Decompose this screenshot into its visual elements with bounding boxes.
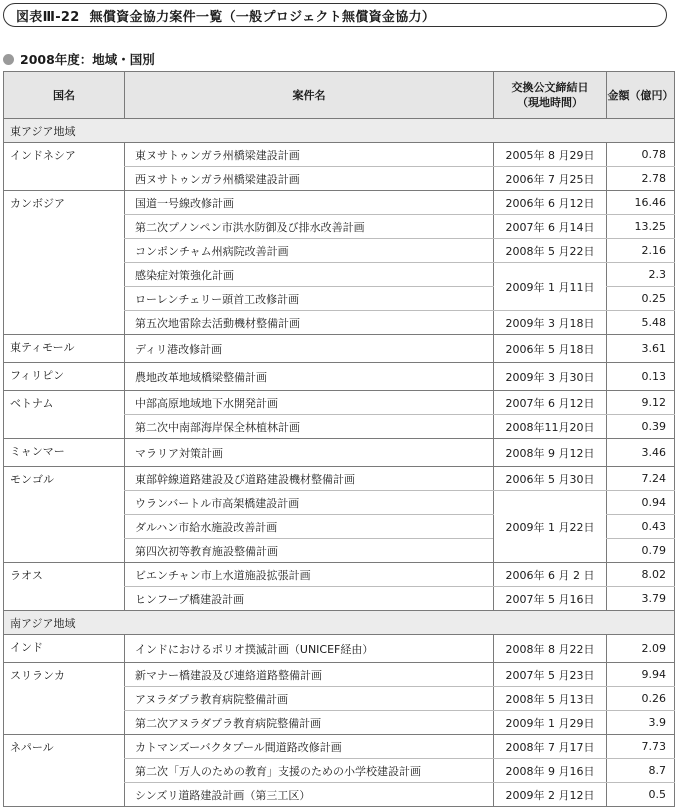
exchange-date: 2006年 6 月12日 bbox=[494, 191, 607, 215]
header-date-line1: 交換公文締結日 bbox=[511, 81, 589, 94]
grant-projects-table bbox=[3, 71, 675, 807]
amount-value: 2.78 bbox=[607, 167, 675, 191]
exchange-date: 2007年 5 月23日 bbox=[494, 663, 607, 687]
project-name: 感染症対策強化計画 bbox=[125, 263, 494, 287]
exchange-date: 2006年 5 月30日 bbox=[494, 467, 607, 491]
table-row bbox=[4, 363, 675, 391]
project-name: カトマンズーバクタプール間道路改修計画 bbox=[125, 735, 494, 759]
amount-value: 0.5 bbox=[607, 783, 675, 807]
amount-value: 7.73 bbox=[607, 735, 675, 759]
amount-value: 8.02 bbox=[607, 563, 675, 587]
exchange-date: 2008年 5 月22日 bbox=[494, 239, 607, 263]
table-row bbox=[4, 191, 675, 215]
country-name: ネパール bbox=[4, 735, 125, 807]
project-name: 東部幹線道路建設及び道路建設機材整備計画 bbox=[125, 467, 494, 491]
figure-title-bar bbox=[3, 3, 667, 27]
exchange-date: 2009年 1 月22日 bbox=[494, 491, 607, 563]
amount-value: 2.16 bbox=[607, 239, 675, 263]
amount-value: 0.94 bbox=[607, 491, 675, 515]
amount-value: 2.09 bbox=[607, 635, 675, 663]
project-name: ダルハン市給水施設改善計画 bbox=[125, 515, 494, 539]
exchange-date: 2008年 5 月13日 bbox=[494, 687, 607, 711]
amount-value: 5.48 bbox=[607, 311, 675, 335]
project-name: マラリア対策計画 bbox=[125, 439, 494, 467]
header-project: 案件名 bbox=[125, 72, 494, 119]
figure-title: 無償資金協力案件一覧（一般プロジェクト無償資金協力） bbox=[89, 9, 436, 25]
exchange-date: 2009年 3 月18日 bbox=[494, 311, 607, 335]
amount-value: 3.79 bbox=[607, 587, 675, 611]
table-row bbox=[4, 663, 675, 687]
project-name: ヒンフープ橋建設計画 bbox=[125, 587, 494, 611]
table-row bbox=[4, 391, 675, 415]
exchange-date: 2009年 2 月12日 bbox=[494, 783, 607, 807]
amount-value: 9.12 bbox=[607, 391, 675, 415]
exchange-date: 2008年 9 月12日 bbox=[494, 439, 607, 467]
amount-value: 0.25 bbox=[607, 287, 675, 311]
project-name: 東ヌサトゥンガラ州橋梁建設計画 bbox=[125, 143, 494, 167]
project-name: 第二次アヌラダプラ教育病院整備計画 bbox=[125, 711, 494, 735]
region-name: 東アジア地域 bbox=[4, 119, 675, 143]
figure-number: 図表Ⅲ-22 bbox=[16, 9, 80, 25]
exchange-date: 2005年 8 月29日 bbox=[494, 143, 607, 167]
header-amount: 金額（億円） bbox=[607, 72, 675, 119]
project-name: 第二次中南部海岸保全林植林計画 bbox=[125, 415, 494, 439]
exchange-date: 2008年 8 月22日 bbox=[494, 635, 607, 663]
exchange-date: 2008年 7 月17日 bbox=[494, 735, 607, 759]
exchange-date: 2007年 6 月14日 bbox=[494, 215, 607, 239]
project-name: ウランバートル市高架橋建設計画 bbox=[125, 491, 494, 515]
project-name: 第四次初等教育施設整備計画 bbox=[125, 539, 494, 563]
project-name: インドにおけるポリオ撲滅計画（UNICEF経由） bbox=[125, 635, 494, 663]
region-row bbox=[4, 119, 675, 143]
amount-value: 7.24 bbox=[607, 467, 675, 491]
header-date-line2: （現地時間） bbox=[517, 96, 583, 109]
amount-value: 9.94 bbox=[607, 663, 675, 687]
project-name: 農地改革地域橋梁整備計画 bbox=[125, 363, 494, 391]
section-subheading bbox=[3, 50, 155, 68]
exchange-date: 2006年 5 月18日 bbox=[494, 335, 607, 363]
project-name: 新マナー橋建設及び連絡道路整備計画 bbox=[125, 663, 494, 687]
project-name: ローレンチェリー頭首工改修計画 bbox=[125, 287, 494, 311]
amount-value: 0.39 bbox=[607, 415, 675, 439]
exchange-date: 2008年11月20日 bbox=[494, 415, 607, 439]
project-name: ビエンチャン市上水道施設拡張計画 bbox=[125, 563, 494, 587]
exchange-date: 2007年 5 月16日 bbox=[494, 587, 607, 611]
amount-value: 8.7 bbox=[607, 759, 675, 783]
amount-value: 3.9 bbox=[607, 711, 675, 735]
amount-value: 0.13 bbox=[607, 363, 675, 391]
region-name: 南アジア地域 bbox=[4, 611, 675, 635]
project-name: シンズリ道路建設計画（第三工区） bbox=[125, 783, 494, 807]
amount-value: 0.78 bbox=[607, 143, 675, 167]
exchange-date: 2009年 1 月11日 bbox=[494, 263, 607, 311]
exchange-date: 2006年 6 月 2 日 bbox=[494, 563, 607, 587]
amount-value: 13.25 bbox=[607, 215, 675, 239]
project-name: 中部高原地域地下水開発計画 bbox=[125, 391, 494, 415]
region-row bbox=[4, 611, 675, 635]
exchange-date: 2009年 1 月29日 bbox=[494, 711, 607, 735]
country-name: スリランカ bbox=[4, 663, 125, 735]
amount-value: 0.26 bbox=[607, 687, 675, 711]
table-body bbox=[4, 119, 675, 807]
project-name: 国道一号線改修計画 bbox=[125, 191, 494, 215]
exchange-date: 2007年 6 月12日 bbox=[494, 391, 607, 415]
exchange-date: 2006年 7 月25日 bbox=[494, 167, 607, 191]
country-name: カンボジア bbox=[4, 191, 125, 335]
table-row bbox=[4, 635, 675, 663]
amount-value: 0.79 bbox=[607, 539, 675, 563]
amount-value: 3.61 bbox=[607, 335, 675, 363]
header-country: 国名 bbox=[4, 72, 125, 119]
country-name: ラオス bbox=[4, 563, 125, 611]
project-name: 第二次「万人のための教育」支援のための小学校建設計画 bbox=[125, 759, 494, 783]
project-name: 西ヌサトゥンガラ州橋梁建設計画 bbox=[125, 167, 494, 191]
table-row bbox=[4, 467, 675, 491]
table-header-row bbox=[4, 72, 675, 119]
amount-value: 2.3 bbox=[607, 263, 675, 287]
amount-value: 0.43 bbox=[607, 515, 675, 539]
amount-value: 3.46 bbox=[607, 439, 675, 467]
country-name: フィリピン bbox=[4, 363, 125, 391]
country-name: モンゴル bbox=[4, 467, 125, 563]
project-name: ディリ港改修計画 bbox=[125, 335, 494, 363]
country-name: ベトナム bbox=[4, 391, 125, 439]
country-name: インドネシア bbox=[4, 143, 125, 191]
table-row bbox=[4, 735, 675, 759]
project-name: 第二次プノンペン市洪水防御及び排水改善計画 bbox=[125, 215, 494, 239]
exchange-date: 2009年 3 月30日 bbox=[494, 363, 607, 391]
table-row bbox=[4, 439, 675, 467]
subheading-text: 2008年度：地域・国別 bbox=[20, 52, 155, 67]
table-row bbox=[4, 143, 675, 167]
table-row bbox=[4, 563, 675, 587]
bullet-dot-icon bbox=[3, 54, 14, 65]
project-name: コンポンチャム州病院改善計画 bbox=[125, 239, 494, 263]
country-name: 東ティモール bbox=[4, 335, 125, 363]
country-name: インド bbox=[4, 635, 125, 663]
project-name: アヌラダプラ教育病院整備計画 bbox=[125, 687, 494, 711]
country-name: ミャンマー bbox=[4, 439, 125, 467]
header-date bbox=[494, 72, 607, 119]
project-name: 第五次地雷除去活動機材整備計画 bbox=[125, 311, 494, 335]
table-row bbox=[4, 335, 675, 363]
amount-value: 16.46 bbox=[607, 191, 675, 215]
exchange-date: 2008年 9 月16日 bbox=[494, 759, 607, 783]
